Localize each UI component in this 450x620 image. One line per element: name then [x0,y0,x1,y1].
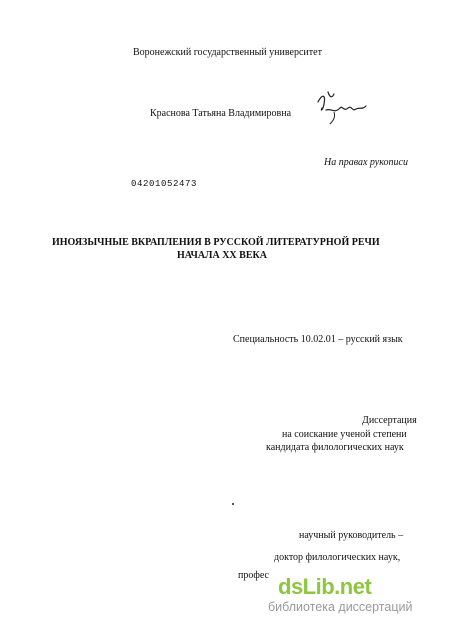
author-name: Краснова Татьяна Владимировна [150,108,292,119]
watermark-logo: dsLib.net [278,574,372,599]
dissertation-label: Диссертация [362,415,417,426]
thesis-title-line-2: НАЧАЛА XX ВЕКА [177,250,267,261]
dslib-watermark [268,574,450,620]
thesis-title-line-1: ИНОЯЗЫЧНЫЕ ВКРАПЛЕНИЯ В РУССКОЙ ЛИТЕРАТУРНОЙ РЕЧИ [52,237,380,248]
specialty-line: Специальность 10.02.01 – русский язык [233,334,403,345]
handwritten-signature [312,88,372,128]
degree-line-2: кандидата филологических наук [266,442,404,453]
watermark-subtitle: библиотека диссертаций [268,600,413,614]
catalog-code: 04201052473 [131,179,198,189]
degree-line-1: на соискание ученой степени [282,429,407,440]
rights-note: На правах рукописи [324,157,408,168]
scan-speck [232,503,234,505]
supervisor-line-2: доктор филологических наук, [274,552,401,563]
university-name: Воронежский государственный университет [133,47,322,58]
supervisor-line-1: научный руководитель – [299,530,404,541]
supervisor-line-3: профес [238,570,269,581]
